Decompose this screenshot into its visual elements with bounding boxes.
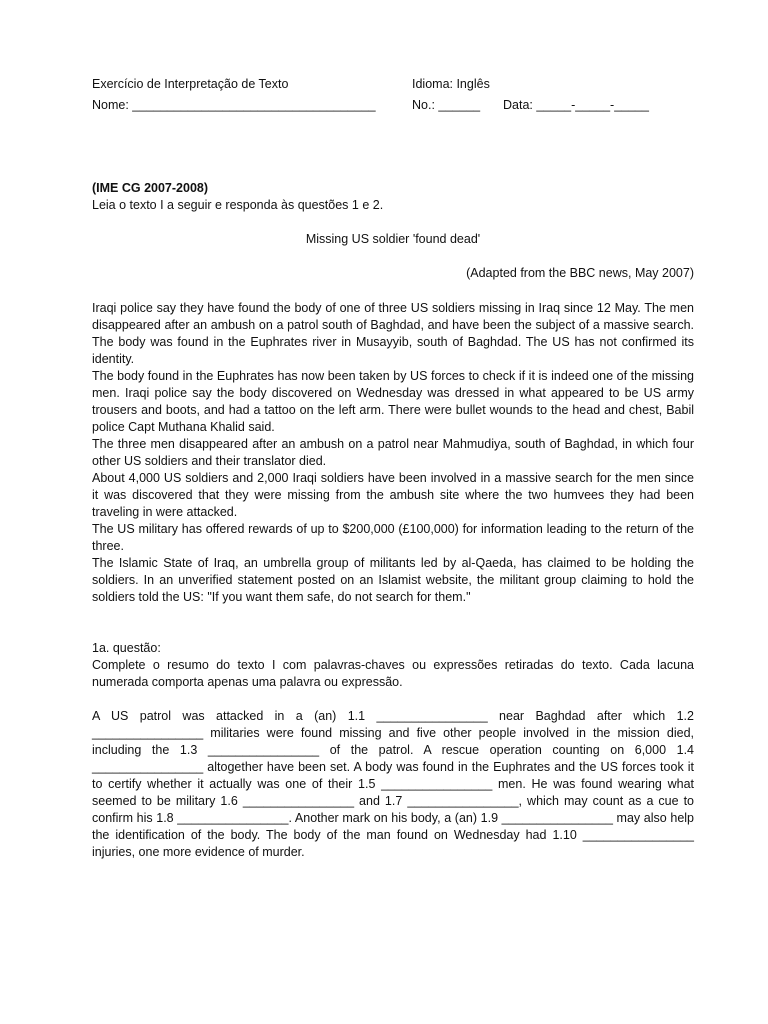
article-paragraph: About 4,000 US soldiers and 2,000 Iraqi soldiers have been involved in a massive search for the men since it was discovered that they were missing from the ambush site where the two humvees they had been traveling in were attacked. bbox=[92, 471, 694, 519]
article-body bbox=[92, 300, 694, 606]
number-field: No.: ______ bbox=[412, 98, 481, 112]
source-heading: (IME CG 2007-2008) bbox=[92, 181, 209, 195]
article-paragraph: Iraqi police say they have found the body of one of three US soldiers missing in Iraq since 12 May. The men disappeared after an ambush on a patrol south of Baghdad, and have been the subject of a massive search. The body was found in the Euphrates river in Musayyib, south of Baghdad. The US has not confirmed its identity. bbox=[92, 301, 694, 366]
article-title: Missing US soldier 'found dead' bbox=[305, 232, 481, 246]
question-instruction: Complete o resumo do texto I com palavras-chaves ou expressões retiradas do texto. Cada lacuna numerada comporta apenas uma palavra ou expressão. bbox=[92, 658, 694, 689]
article-paragraph: The body found in the Euphrates has now been taken by US forces to check if it is indeed one of the missing men. Iraqi police say the body discovered on Wednesday was dressed in what appeared to be US army trousers and boots, and had a tattoo on the left arm. There were bullet wounds to the head and chest, Babil police Capt Muthana Khalid said. bbox=[92, 369, 694, 434]
article-paragraph: The three men disappeared after an ambush on a patrol near Mahmudiya, south of Baghdad, in which four other US soldiers and their translator died. bbox=[92, 437, 694, 468]
article-paragraph: The US military has offered rewards of up to $200,000 (£100,000) for information leading to the return of the three. bbox=[92, 522, 694, 553]
summary-text: A US patrol was attacked in a (an) 1.1 ________________ near Baghdad after which 1.2 ________________ militaries were found missing and five other people involved in the mission died, including the 1.3 ________________ of the patrol. A rescue operation counting on 6,000 1.4 ________________ altogether have been set. A body was found in the Euphrates and the US forces took it to certify whether it actually was one of their 1.5 ________________ men. He was found wearing what seemed to be military 1.6 ________________ and 1.7 ________________, which may count as a cue to confirm his 1.8 ________________. Another mark on his body, a (an) 1.9 ________________ may also help the identification of the body. The body of the man found on Wednesday had 1.10 ________________ injuries, one more evidence of murder. bbox=[92, 709, 694, 859]
date-field: Data: _____-_____-_____ bbox=[503, 98, 649, 112]
article-paragraph: The Islamic State of Iraq, an umbrella group of militants led by al-Qaeda, has claimed to be holding the soldiers. In an unverified statement posted on an Islamist website, the militant group claiming to hold the soldiers told the US: "If you want them safe, do not search for them." bbox=[92, 556, 694, 604]
article-attribution: (Adapted from the BBC news, May 2007) bbox=[466, 266, 694, 280]
instruction-text: Leia o texto I a seguir e responda às questões 1 e 2. bbox=[92, 198, 384, 212]
language-label: Idioma: Inglês bbox=[412, 77, 490, 91]
question-label: 1a. questão: bbox=[92, 641, 161, 655]
exercise-title: Exercício de Interpretação de Texto bbox=[92, 77, 289, 91]
name-field: Nome: ___________________________________ bbox=[92, 98, 376, 112]
